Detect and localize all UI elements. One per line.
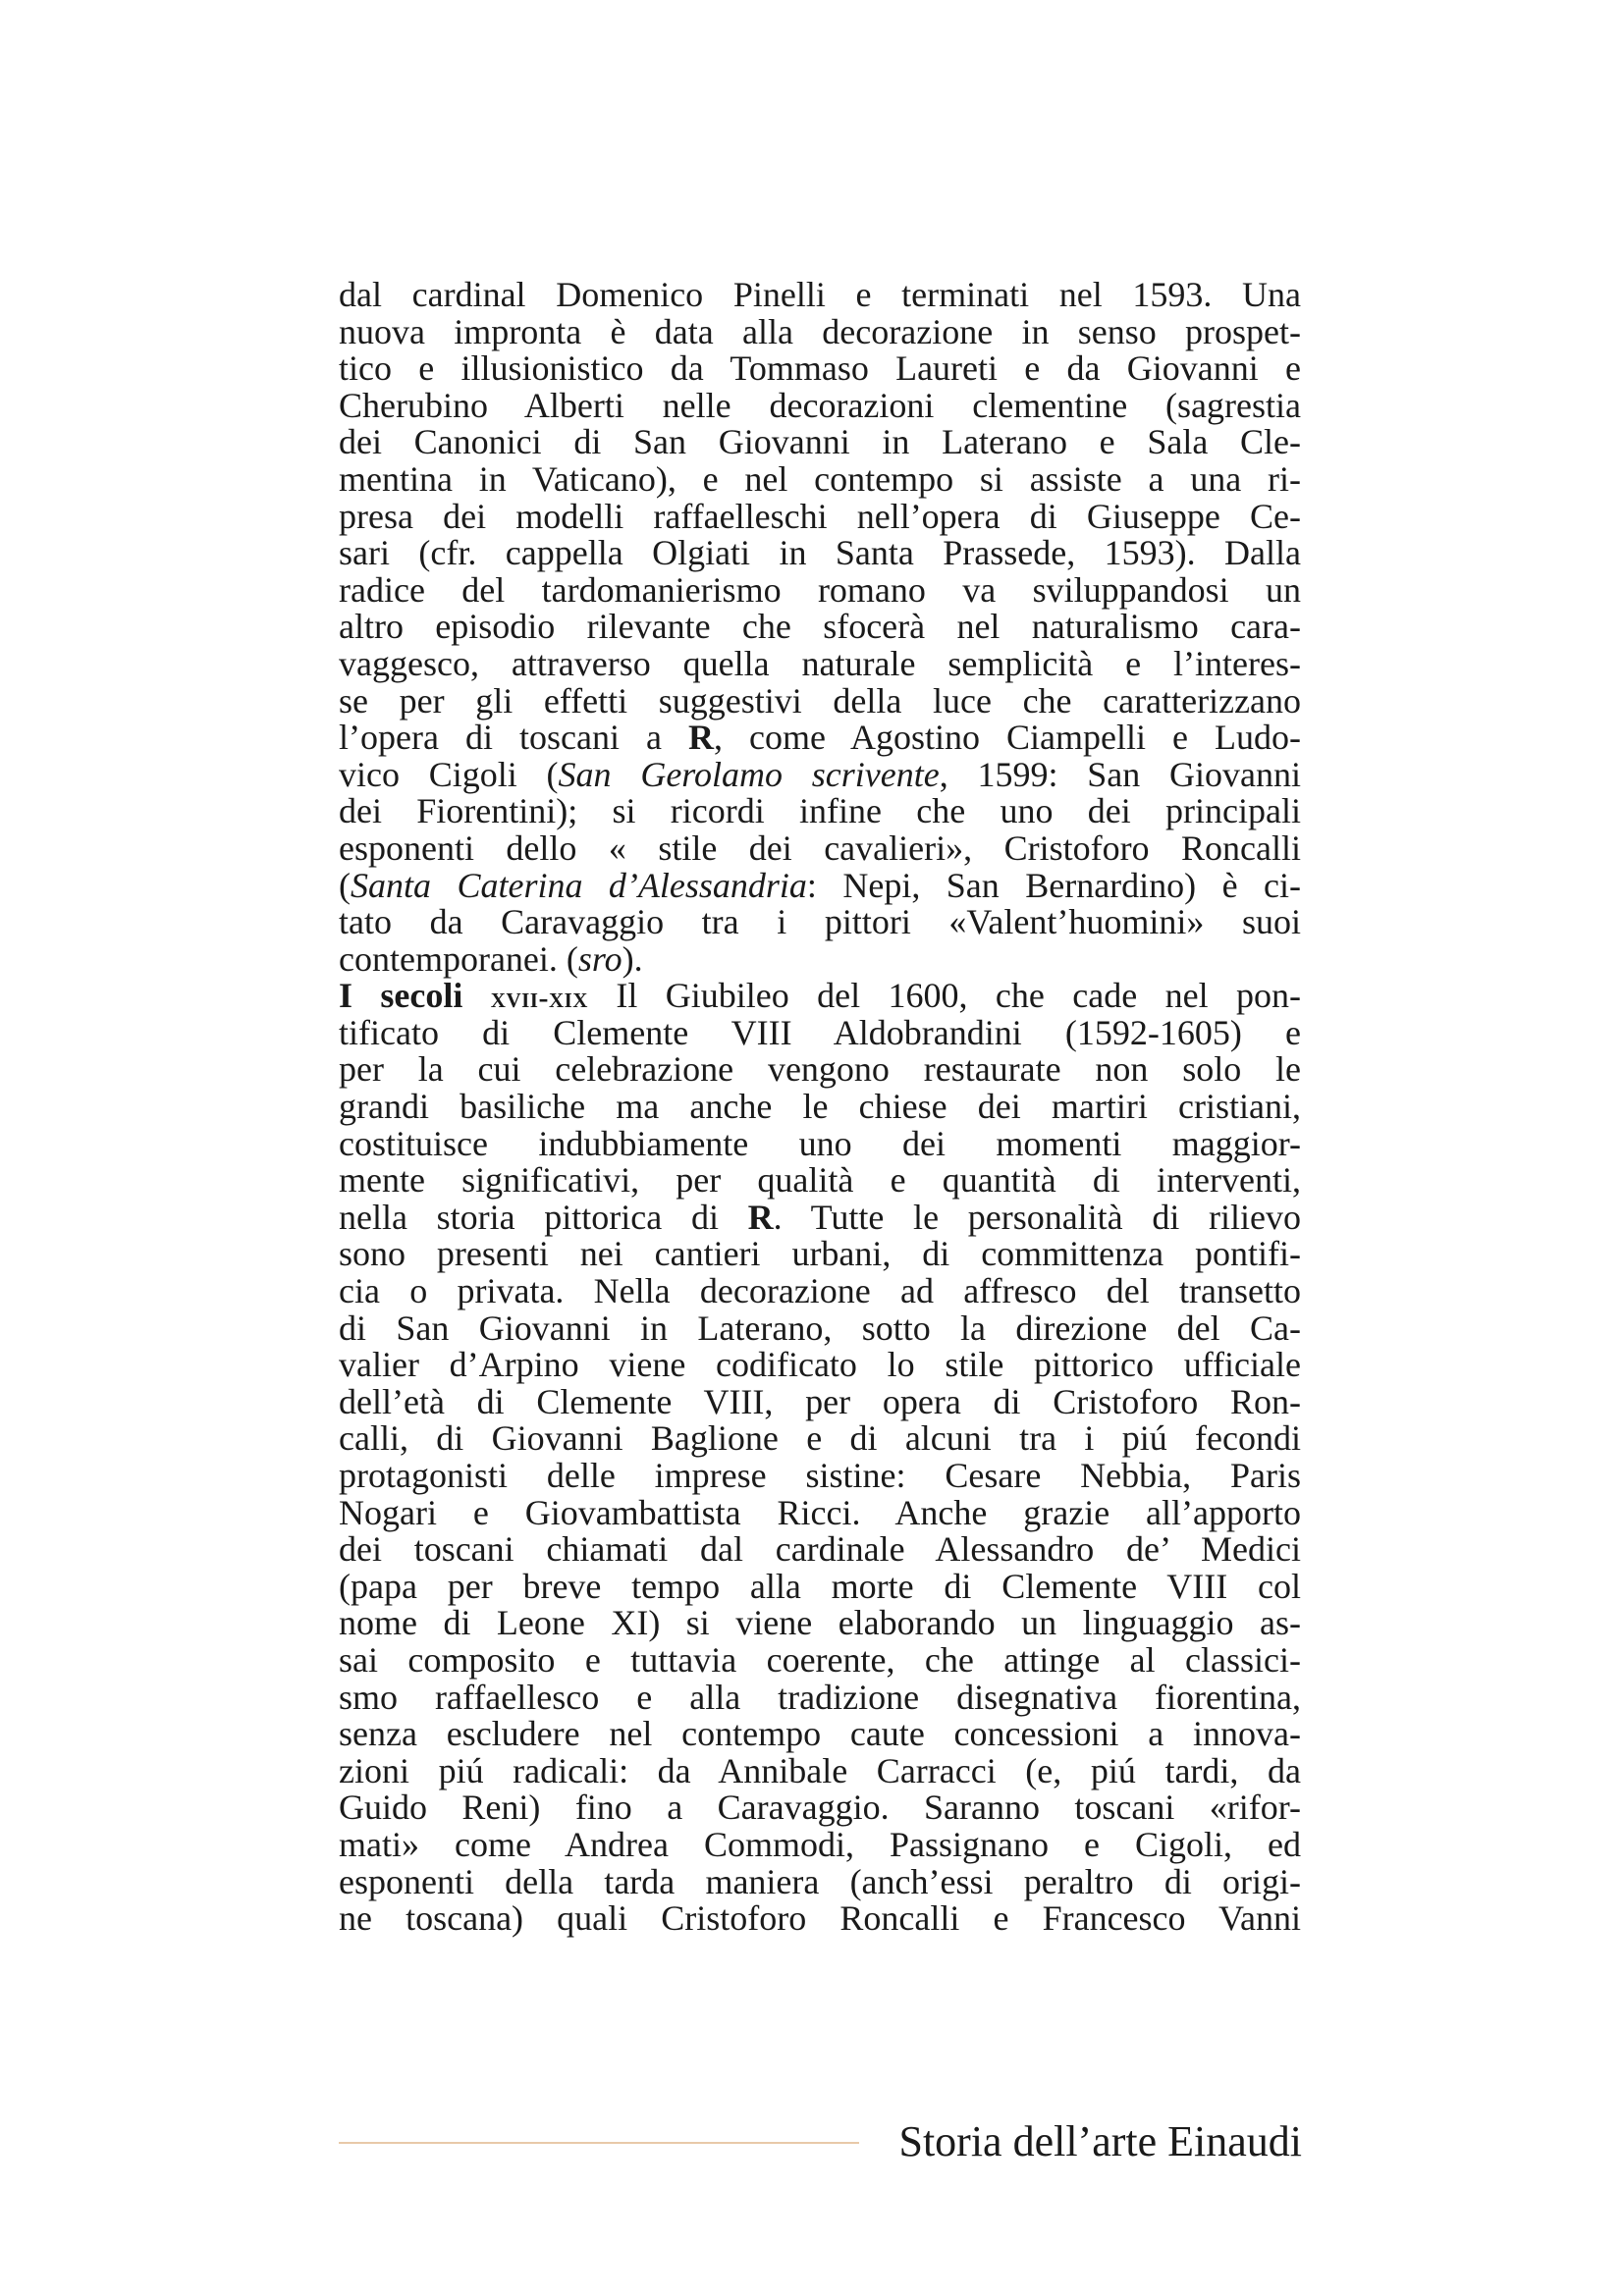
text-line: dell’età di Clemente VIII, per opera di Cristoforo Ron-	[339, 1381, 1301, 1421]
text-line: per la cui celebrazione vengono restaurate non solo le	[339, 1049, 1301, 1090]
text-line: dal cardinal Domenico Pinelli e terminati nel 1593. Una	[339, 275, 1301, 314]
text-line: tato da Caravaggio tra i pittori «Valent’huomini» suoi	[339, 902, 1301, 942]
text-line	[339, 1197, 1302, 1237]
text-line: tificato di Clemente VIII Aldobrandini (1592-1605) e	[339, 1012, 1301, 1052]
text-segment: contemporanei. (	[339, 938, 578, 979]
text-line	[339, 754, 1301, 794]
text-line: dei toscani chiamati dal cardinale Alessandro de’ Medici	[339, 1529, 1301, 1570]
text-line: senza escludere nel contempo caute concessioni a innova-	[339, 1714, 1301, 1754]
text-line: mati» come Andrea Commodi, Passignano e Cigoli, ed	[339, 1824, 1301, 1864]
city-abbreviation: R	[747, 1197, 774, 1237]
text-line	[339, 978, 1301, 1015]
text-line: presa dei modelli raffaelleschi nell’opera di Giuseppe Ce-	[339, 496, 1301, 536]
text-line: ne toscana) quali Cristoforo Roncalli e Francesco Vanni	[339, 1898, 1301, 1939]
body-text	[339, 277, 1301, 1938]
text-line: (papa per breve tempo alla morte di Clemente VIII col	[339, 1566, 1301, 1606]
text-line: Nogari e Giovambattista Ricci. Anche grazie all’apporto	[339, 1492, 1301, 1532]
text-line: grandi basiliche ma anche le chiese dei martiri cristiani,	[339, 1087, 1301, 1127]
text-line: costituisce indubbiamente uno dei momenti maggior-	[339, 1123, 1301, 1163]
city-abbreviation: R	[687, 718, 714, 758]
text-line: sono presenti nei cantieri urbani, di committenza pontifi-	[339, 1234, 1301, 1274]
text-line: calli, di Giovanni Baglione e di alcuni tra i piú fecondi	[339, 1418, 1301, 1459]
text-segment: l’opera di toscani a	[339, 718, 688, 758]
text-line: dei Canonici di San Giovanni in Laterano e Sala Cle-	[339, 422, 1301, 462]
text-segment: , come Agostino Ciampelli e Ludo-	[713, 718, 1302, 758]
text-line: esponenti della tarda maniera (anch’essi peraltro di origi-	[339, 1861, 1301, 1901]
text-line: sari (cfr. cappella Olgiati in Santa Prassede, 1593). Dalla	[339, 533, 1301, 573]
text-line: se per gli effetti suggestivi della luce che caratterizzano	[339, 680, 1301, 721]
text-segment: . Tutte le personalità di rilievo	[773, 1197, 1302, 1237]
text-segment: : Nepi, San Bernardino) è ci-	[806, 865, 1301, 905]
footer-title: Storia dell’arte Einaudi	[898, 2117, 1302, 2165]
text-line	[339, 938, 1301, 979]
text-segment: nella storia pittorica di	[339, 1197, 748, 1237]
text-line: altro episodio rilevante che sfocerà nel naturalismo cara-	[339, 607, 1301, 647]
text-line: mente significativi, per qualità e quantità di interventi,	[339, 1160, 1301, 1201]
text-line: Guido Reni) fino a Caravaggio. Saranno toscani «rifor-	[339, 1788, 1301, 1828]
text-line	[339, 720, 1301, 757]
text-line: smo raffaellesco e alla tradizione disegnativa fiorentina,	[339, 1677, 1301, 1717]
text-segment: vico Cigoli (	[339, 754, 559, 794]
text-line: zioni piú radicali: da Annibale Carracci (e, piú tardi, da	[339, 1750, 1301, 1790]
text-line: dei Fiorentini); si ricordi infine che uno dei principali	[339, 791, 1301, 831]
text-line: di San Giovanni in Laterano, sotto la direzione del Ca-	[339, 1308, 1301, 1348]
text-segment: ).	[622, 938, 643, 979]
text-line	[339, 865, 1301, 905]
artwork-title: San Gerolamo scrivente	[558, 754, 940, 794]
text-line: esponenti dello « stile dei cavalieri», Cristoforo Roncalli	[339, 828, 1301, 868]
text-line: nuova impronta è data alla decorazione in senso prospet-	[339, 311, 1301, 351]
text-line: vaggesco, attraverso quella naturale semplicità e l’interes-	[339, 643, 1301, 683]
text-segment: (	[339, 865, 351, 905]
text-line: nome di Leone XI) si viene elaborando un linguaggio as-	[339, 1603, 1301, 1643]
text-line: radice del tardomanierismo romano va sviluppandosi un	[339, 569, 1301, 610]
text-line: sai composito e tuttavia coerente, che attinge al classici-	[339, 1639, 1301, 1680]
text-line: tico e illusionistico da Tommaso Laureti e da Giovanni e	[339, 348, 1301, 389]
author-initials: sro	[577, 938, 622, 979]
section-heading-centuries: xvii-xix	[490, 982, 588, 1015]
text-line: protagonisti delle imprese sistine: Cesare Nebbia, Paris	[339, 1456, 1301, 1495]
text-line: valier d’Arpino viene codificato lo stile pittorico ufficiale	[339, 1345, 1301, 1385]
text-line: Cherubino Alberti nelle decorazioni clementine (sagrestia	[339, 385, 1301, 425]
section-heading: I secoli	[339, 976, 491, 1016]
artwork-title: Santa Caterina d’Alessandria	[351, 865, 807, 905]
text-segment: , 1599: San Giovanni	[939, 754, 1301, 794]
footer-rule	[339, 2142, 859, 2144]
text-line: cia o privata. Nella decorazione ad affresco del transetto	[339, 1271, 1301, 1311]
text-line: mentina in Vaticano), e nel contempo si assiste a una ri-	[339, 458, 1301, 499]
text-segment: Il Giubileo del 1600, che cade nel pon-	[587, 976, 1301, 1016]
